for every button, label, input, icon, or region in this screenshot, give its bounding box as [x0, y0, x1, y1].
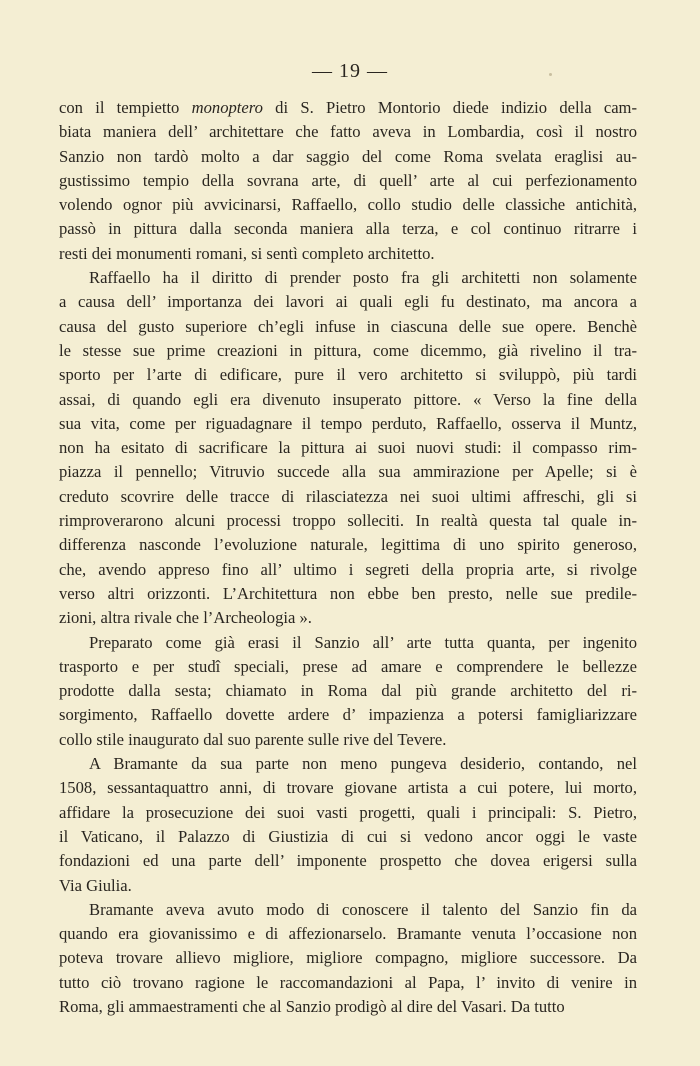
text-line: Sanzio non tardò molto a dar saggio del come Roma svelata eraglisi au-: [59, 146, 637, 166]
text-line: a causa dell’ importanza dei lavori ai quali egli fu destinato, ma ancora a: [59, 292, 637, 312]
text-line: resti dei monumenti romani, si sentì completo architetto.: [59, 243, 435, 263]
text-line: poteva trovare allievo migliore, migliore compagno, migliore successore. Da: [59, 948, 637, 968]
text-line: collo stile inaugurato dal suo parente sulle rive del Tevere.: [59, 729, 447, 749]
text-line: Roma, gli ammaestramenti che al Sanzio prodigò al dire del Vasari. Da tutto: [59, 996, 565, 1016]
text-line: sua vita, come per riguadagnare il tempo perduto, Raffaello, osserva il Muntz,: [59, 413, 637, 433]
text-line: trasporto e per studî speciali, prese ad amare e comprendere le bellezze: [59, 656, 637, 676]
text-line: 1508, sessantaquattro anni, di trovare giovane artista a cui potere, lui morto,: [59, 778, 637, 798]
text-line: creduto scovrire delle tracce di rilasciatezza nei suoi ultimi affreschi, gli si: [59, 486, 637, 506]
text-line: Bramante aveva avuto modo di conoscere il talento del Sanzio fin da: [89, 899, 637, 919]
text-line: differenza nasconde l’evoluzione naturale, legittima di uno spirito generoso,: [59, 535, 637, 555]
text-line: fondazioni ed una parte dell’ imponente prospetto che dovea erigersi sulla: [59, 851, 637, 871]
text-line: con il tempietto monoptero di S. Pietro Montorio diede indizio della cam-: [59, 98, 637, 117]
text-line: il Vaticano, il Palazzo di Giustizia di cui si vedono ancor oggi le vaste: [59, 826, 637, 846]
text-line: rimproverarono alcuni processi troppo solleciti. In realtà questa tal quale in-: [59, 511, 637, 531]
paragraph: [59, 752, 637, 898]
text-line: biata maniera dell’ architettare che fatto aveva in Lombardia, così il nostro: [59, 122, 637, 142]
text-line: sorgimento, Raffaello dovette ardere d’ impazienza a potersi famigliarizzare: [59, 705, 637, 725]
text-line: quando era giovanissimo e di affezionarselo. Bramante venuta l’occasione non: [59, 924, 637, 944]
text-line: prodotte dalla sesta; chiamato in Roma dal più grande architetto del ri-: [59, 681, 637, 701]
italic-term: monoptero: [191, 98, 263, 117]
text-line: zioni, altra rivale che l’Archeologia ».: [59, 608, 312, 628]
text-line: Via Giulia.: [59, 875, 132, 895]
text-line: verso altri orizzonti. L’Architettura non ebbe ben presto, nelle sue predile-: [59, 583, 637, 603]
text-line: causa del gusto superiore ch’egli infuse in ciascuna delle sue opere. Benchè: [59, 316, 637, 336]
paragraph: [59, 898, 637, 1019]
text-line: Raffaello ha il diritto di prender posto fra gli architetti non solamente: [89, 268, 637, 288]
text-line: piazza il pennello; Vitruvio succede alla sua ammirazione per Apelle; si è: [59, 462, 637, 482]
paragraph: [59, 96, 637, 266]
text-line: passò in pittura dalla seconda maniera alla terza, e col continuo ritrarre i: [59, 219, 637, 239]
text-line: assai, di quando egli era divenuto insuperato pittore. « Verso la fine della: [59, 389, 637, 409]
page-number: — 19 —: [312, 60, 388, 82]
text-line: sporto per l’arte di edificare, pure il vero architetto si sviluppò, più tardi: [59, 365, 637, 385]
paragraph: [59, 266, 637, 630]
text-line: volendo ognor più avvicinarsi, Raffaello, collo studio delle classiche antichità,: [59, 195, 637, 215]
text-line: gustissimo tempio della sovrana arte, di quell’ arte al cui perfezionamento: [59, 170, 637, 190]
text-line: affidare la prosecuzione dei suoi vasti progetti, quali i principali: S. Pietro,: [59, 802, 637, 822]
text-line: che, avendo appreso fino all’ ultimo i segreti della propria arte, si rivolge: [59, 559, 637, 579]
text-line: le stesse sue prime creazioni in pittura, come dicemmo, già rivelino il tra-: [59, 340, 637, 360]
text-line: tutto ciò trovano ragione le raccomandazioni al Papa, l’ invito di venire in: [59, 972, 637, 992]
body-text: [59, 96, 637, 1019]
paragraph: [59, 631, 637, 752]
text-line: Preparato come già erasi il Sanzio all’ arte tutta quanta, per ingenito: [89, 632, 637, 652]
text-line: A Bramante da sua parte non meno pungeva desiderio, contando, nel: [89, 754, 637, 774]
paper-speck: [549, 73, 552, 76]
text-line: non ha esitato di sacrificare la pittura ai suoi nuovi studi: il compasso rim-: [59, 438, 637, 458]
